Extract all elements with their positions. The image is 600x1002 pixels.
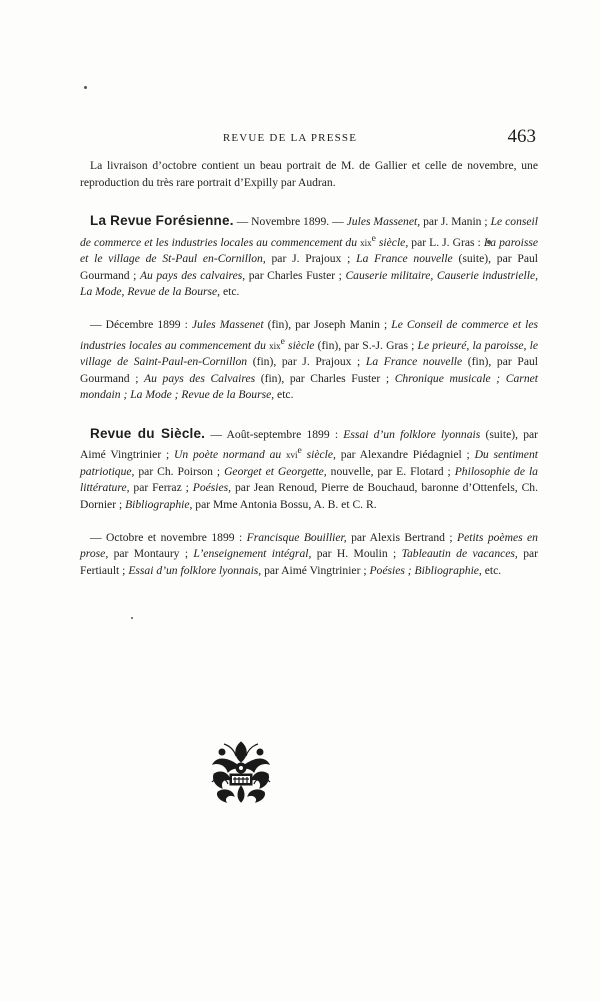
article-title: Bibliographie, xyxy=(125,498,193,512)
article-title: Le prieuré, la paroisse, le village de Saint-Paul-en-Cornillon xyxy=(80,338,538,369)
text-run: etc. xyxy=(481,563,502,577)
article-title: Georget et Georgette, xyxy=(224,464,327,478)
text-run: (fin), par J. Prajoux ; xyxy=(247,355,366,369)
article-title: La France nouvelle xyxy=(356,252,453,266)
text-run: par Ch. Poirson ; xyxy=(134,464,225,478)
superscript: e xyxy=(371,232,376,244)
article-title: siècle, xyxy=(375,235,409,249)
text-run: par Jean Renoud, Pierre de Bouchaud, baronne d’Ottenfels, Ch. Dornier ; xyxy=(80,481,538,512)
text-run: par Fertiault ; xyxy=(80,547,539,577)
text-run: — Août-septembre 1899 : xyxy=(205,427,344,441)
intro-paragraph xyxy=(80,158,538,191)
article-title: Jules Massenet, xyxy=(346,215,421,229)
running-title: REVUE DE LA PRESSE xyxy=(222,132,358,144)
article-title: La France nouvelle xyxy=(365,355,463,369)
article-title: Philosophie de la littérature, xyxy=(80,464,538,495)
paragraph-revue-foresienne-decembre xyxy=(80,317,538,404)
text-run: — Décembre 1899 : xyxy=(90,318,192,332)
article-title: Le conseil de commerce et les industries locales au commencement du xyxy=(80,215,538,249)
article-title: Tableautin de vacances, xyxy=(401,547,518,561)
century-numeral: xix xyxy=(360,237,372,248)
century-numeral: xix xyxy=(269,340,281,351)
article-title: Essai d’un folklore lyonnais xyxy=(343,427,481,441)
page-number: 463 xyxy=(507,126,536,147)
text-run: etc. xyxy=(220,285,240,299)
text-run: — Octobre et novembre 1899 : xyxy=(90,530,247,544)
text-run: nouvelle, par E. Flotard ; xyxy=(326,464,455,478)
article-title: Francisque Bouillier, xyxy=(246,530,347,544)
article-title: Au pays des calvaires, xyxy=(139,268,246,282)
article-title: Causerie militaire, Causerie industrielle, La Mode, Revue de la Bourse, xyxy=(80,268,538,299)
text-run: par H. Moulin ; xyxy=(311,547,402,561)
text-run: par Ferraz ; xyxy=(129,481,193,495)
text-run: par Alexandre Piédagniel ; xyxy=(335,448,475,462)
article-title: Chronique musicale ; Carnet mondain ; La Mode ; Revue de la Bourse, xyxy=(80,371,538,402)
article-title: Essai d’un folklore lyonnais, xyxy=(128,563,262,577)
text-run: etc. xyxy=(274,388,294,402)
text-run: (fin), par Charles Fuster ; xyxy=(255,371,395,385)
text-run: (suite), par Paul Gourmand ; xyxy=(80,252,538,282)
article-title: Le Conseil de commerce et les industries locales au commencement du xyxy=(80,318,538,352)
body-text xyxy=(80,158,538,579)
article-title: siècle xyxy=(284,338,315,352)
intro-text: La livraison d’octobre contient un beau portrait de M. de Gallier et celle de novembre, une reproduction du très rare portrait d’Expilly par Audran. xyxy=(80,159,538,189)
text-run: par J. Prajoux ; xyxy=(265,252,357,266)
floral-tailpiece-ornament-icon xyxy=(210,738,272,804)
section-heading-revue-du-siecle: Revue du Siècle. xyxy=(90,425,206,441)
text-run: par Montaury ; xyxy=(108,547,194,561)
article-title: siècle, xyxy=(301,448,336,462)
superscript: e xyxy=(297,445,302,457)
article-title: Un poète normand au xyxy=(174,448,286,462)
paragraph-revue-du-siecle-octobre xyxy=(80,530,538,580)
running-header xyxy=(80,128,538,152)
article-title: Petits poèmes en prose, xyxy=(80,530,538,561)
text-run: par Alexis Bertrand ; xyxy=(346,530,458,544)
text-run: par L. J. Gras : xyxy=(408,235,484,249)
text-run: (suite), par Aimé Vingtrinier ; xyxy=(80,427,539,462)
text-run: (fin), par Paul Gourmand ; xyxy=(80,355,538,385)
paper-speck xyxy=(131,617,133,619)
article-title: Du sentiment patriotique, xyxy=(80,448,538,478)
article-title: Jules Massenet xyxy=(191,318,264,332)
text-run: par Mme Antonia Bossu, A. B. et C. R. xyxy=(192,498,377,512)
paper-speck xyxy=(84,86,87,89)
article-title: La paroisse et le village de St-Paul en-Cornillon, xyxy=(80,235,538,266)
article-title: L’enseignement intégral, xyxy=(193,547,312,561)
text-run: (fin), par S.-J. Gras ; xyxy=(314,338,418,352)
article-title: Au pays des Calvaires xyxy=(144,371,256,385)
text-run: par Charles Fuster ; xyxy=(245,268,346,282)
text-run: — Novembre 1899. — xyxy=(233,215,347,229)
century-numeral: xvi xyxy=(285,450,298,461)
superscript: e xyxy=(280,335,285,347)
text-run: par Aimé Vingtrinier ; xyxy=(261,563,370,577)
article-title: Poésies ; Bibliographie, xyxy=(369,563,482,577)
section-heading-revue-foresienne: La Revue Forésienne. xyxy=(90,213,234,229)
paragraph-revue-foresienne-novembre xyxy=(80,213,538,301)
text-run: par J. Manin ; xyxy=(420,215,491,229)
paragraph-revue-du-siecle-aout xyxy=(80,426,538,514)
text-run: (fin), par Joseph Manin ; xyxy=(263,318,392,332)
article-title: Poésies, xyxy=(192,481,232,495)
